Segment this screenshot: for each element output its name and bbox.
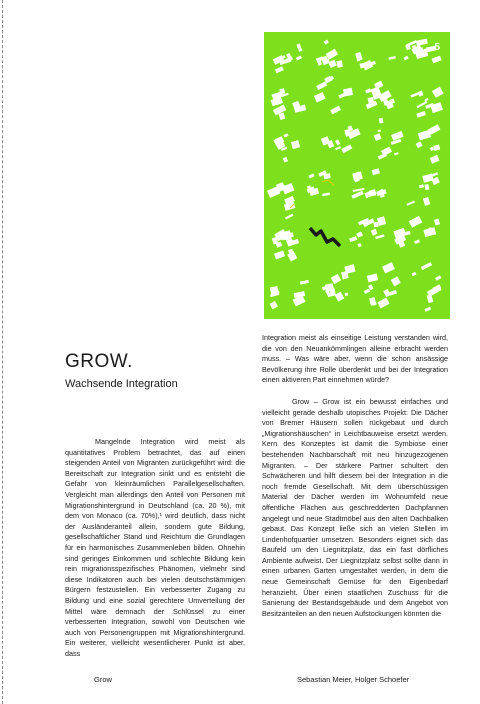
body-paragraph: Grow – Grow ist ein bewusst einfaches und vielleicht gerade deshalb utopisches Projekt: Die Dächer von Bremer Häusern sollen rückgebaut und durch „Migrationshäuschen“ in Leichtbauweise ersetzt werden. Kern des Konzeptes ist damit die Symbiose einer bestehenden Nachbarschaft mit neu hinzugezogenen Migranten. – Der stärkere Partner schultert den Schwächeren und hilft diesem bei der Integration in die noch fremde Gesellschaft. Mit dem überschüssigen Material der Dächer werden im Wohnumfeld neue öffentliche Flächen aus geschredderten Dachpfannen angelegt und neue Stadtmöbel aus den alten Dachbalken gebaut. Das Konzept ließe sich an vielen Stellen im Lindenhofquartier umsetzen. Besonders eignet sich das Baufeld um den Liegnitzplatz, das ein fast dörfliches Ambiente aufweist. Der Liegnitzplatz selbst sollte dann in einen urbanen Garten umgestaltet werden, in dem die neue Gemeinschaft Gemüse für den Eigenbedarf heranzieht. Über einen staatlichen Zuschuss für die Sanierung der Bestandsgebäude und dem Angebot von Besitzanteilen an den neuen Aufstockungen könnten die	[262, 396, 448, 618]
page-subtitle: Wachsende Integration	[65, 378, 178, 390]
footer-authors: Sebastian Meier, Holger Schoefer	[297, 675, 410, 684]
site-plan-map-graphic	[264, 32, 450, 319]
building-footprint	[373, 222, 378, 228]
page-number: 5	[434, 42, 440, 53]
site-plan-map	[264, 32, 450, 319]
page-title: GROW.	[65, 350, 133, 372]
page-edge-guide	[2, 0, 3, 704]
body-paragraph: Mangelnde Integration wird meist als quantitatives Problem betrachtet, das auf einen steigenden Anteil von Migranten zurückgeführt wird: die Bereitschaft zur Integration sinkt und es entsteht die Gefahr von kleinräumlichen Parallelgesellschaften. Vergleicht man allerdings den Anteil von Personen mit Migrationshintergrund in Deutschland (ca. 20 %), mit dem von Monaco (ca. 70%),¹ wird deutlich, dass nicht der Ausländeranteil allein, sondern gute Bildung, gesellschaftlicher Stand und Reichtum die Grundlagen für ein harmonisches Zusammenleben bilden. Ohnehin sind geringes Einkommen und schlechte Bildung kein rein migrationsspezifisches Phänomen, vielmehr sind diese Indikatoren auch bei vielen deutschstämmigen Bürgern festzustellen. Ein verbesserter Zugang zu Bildung und eine sozial gerechtere Umverteilung der Mittel wäre demnach der Schlüssel zu einer verbesserten Integration, sowohl von Deutschen wie auch von Personengruppen mit Migrationshintergrund. Ein weiterer, vielleicht wesentlicherer Punkt ist aber, dass	[65, 437, 245, 658]
footer-section-title: Grow	[94, 675, 112, 684]
body-column-right	[262, 333, 448, 619]
body-paragraph: Integration meist als einseitige Leistung verstanden wird, die von den Neuankömmlingen alleine erbracht werden muss. – Was wäre aber, wenn die schon ansässige Bevölkerung ihre Rolle überdenkt und bei der Integration einen aktiveren Part einnehmen würde?	[262, 333, 448, 385]
body-column-left	[65, 437, 245, 659]
